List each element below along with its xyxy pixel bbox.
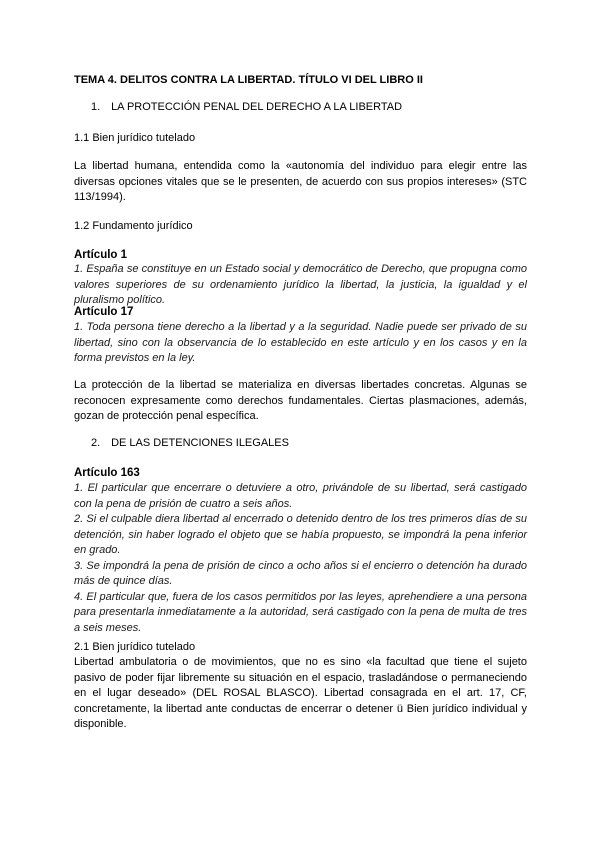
text-line: 4. El particular que, fuera de los casos permitidos por las leyes, aprehendiere a una persona: [74, 590, 527, 603]
article-17-text: [74, 320, 527, 367]
section-1-title: LA PROTECCIÓN PENAL DEL DERECHO A LA LIBERTAD: [111, 101, 403, 113]
text-line: diversas opciones vitales que se le presenten, de acuerdo con sus propios intereses» (STC: [74, 175, 527, 188]
text-line: pasivo de poder fijar libremente su situación en el espacio, trasladándose o permaneciendo: [74, 671, 527, 684]
text-line: valores superiores de su ordenamiento jurídico la libertad, la justicia, la igualdad y el: [74, 278, 527, 291]
text-line: 1. España se constituye en un Estado social y democrático de Derecho, que propugna como: [74, 263, 527, 275]
article-163-title: Artículo 163: [74, 467, 140, 479]
text-line: más de quince días.: [74, 575, 173, 587]
text-line: 2. Si el culpable diera libertad al encerrado o detenido dentro de los tres primeros días de su: [74, 513, 527, 525]
text-line: gozan de protección penal específica.: [74, 410, 259, 422]
section-2-paragraph-1: [74, 655, 527, 733]
section-1-paragraph-2: [74, 378, 527, 425]
document-title: TEMA 4. DELITOS CONTRA LA LIBERTAD. TÍTULO VI DEL LIBRO II: [74, 74, 423, 86]
text-line: La protección de la libertad se materializa en diversas libertades concretas. Algunas se: [74, 379, 527, 391]
article-17-title: Artículo 17: [74, 306, 134, 318]
section-1-paragraph-1: [74, 159, 527, 206]
article-1-title: Artículo 1: [74, 249, 128, 261]
text-line: 1. Toda persona tiene derecho a la libertad y a la seguridad. Nadie puede ser privado de su: [74, 321, 527, 333]
text-line: La libertad humana, entendida como la «autonomía del individuo para elegir entre las: [74, 160, 527, 172]
text-line: concretamente, la libertad ante conductas de encerrar o detener ü Bien jurídico individual y: [74, 702, 527, 715]
subsection-1-2-heading: 1.2 Fundamento jurídico: [74, 220, 193, 232]
section-1-number: 1.: [91, 101, 101, 113]
subsection-2-1-heading: 2.1 Bien jurídico tutelado: [74, 641, 196, 653]
section-2-number: 2.: [91, 437, 101, 449]
text-line: Libertad ambulatoria o de movimientos, que no es sino «la facultad que tiene el sujeto: [74, 656, 527, 668]
subsection-1-1-heading: 1.1 Bien jurídico tutelado: [74, 132, 196, 144]
article-163-text: [74, 481, 527, 636]
section-1-heading: [91, 100, 544, 116]
section-2-heading: [91, 436, 544, 452]
text-line: para presentarla inmediatamente a la autoridad, será castigado con la pena de multa de tres: [74, 606, 527, 618]
text-line: pluralismo político.: [74, 294, 166, 306]
text-line: detención, sin haber logrado el objeto que se había propuesto, se impondrá la pena inferior: [74, 528, 527, 541]
section-2-title: DE LAS DETENCIONES ILEGALES: [111, 437, 289, 449]
text-line: en grado.: [74, 544, 121, 556]
text-line: 113/1994).: [74, 191, 126, 203]
text-line: disponible.: [74, 718, 127, 730]
text-line: libertad, sino con la observancia de lo establecido en este artículo y en los casos y en la: [74, 336, 527, 349]
text-line: forma previstos en la ley.: [74, 352, 196, 364]
text-line: con la pena de prisión de cuatro a seis años.: [74, 497, 293, 510]
article-1-text: [74, 262, 527, 309]
text-line: a seis meses.: [74, 621, 142, 634]
text-line: en el lugar deseado» (DEL ROSAL BLASCO). Libertad consagrada en el art. 17, CF,: [74, 687, 527, 699]
text-line: reconocen expresamente como derechos fundamentales. Ciertas plasmaciones, además,: [74, 394, 527, 407]
text-line: 1. El particular que encerrare o detuviere a otro, privándole de su libertad, será castigado: [74, 482, 527, 494]
text-line: 3. Se impondrá la pena de prisión de cinco a ocho años si el encierro o detención ha durado: [74, 559, 527, 572]
